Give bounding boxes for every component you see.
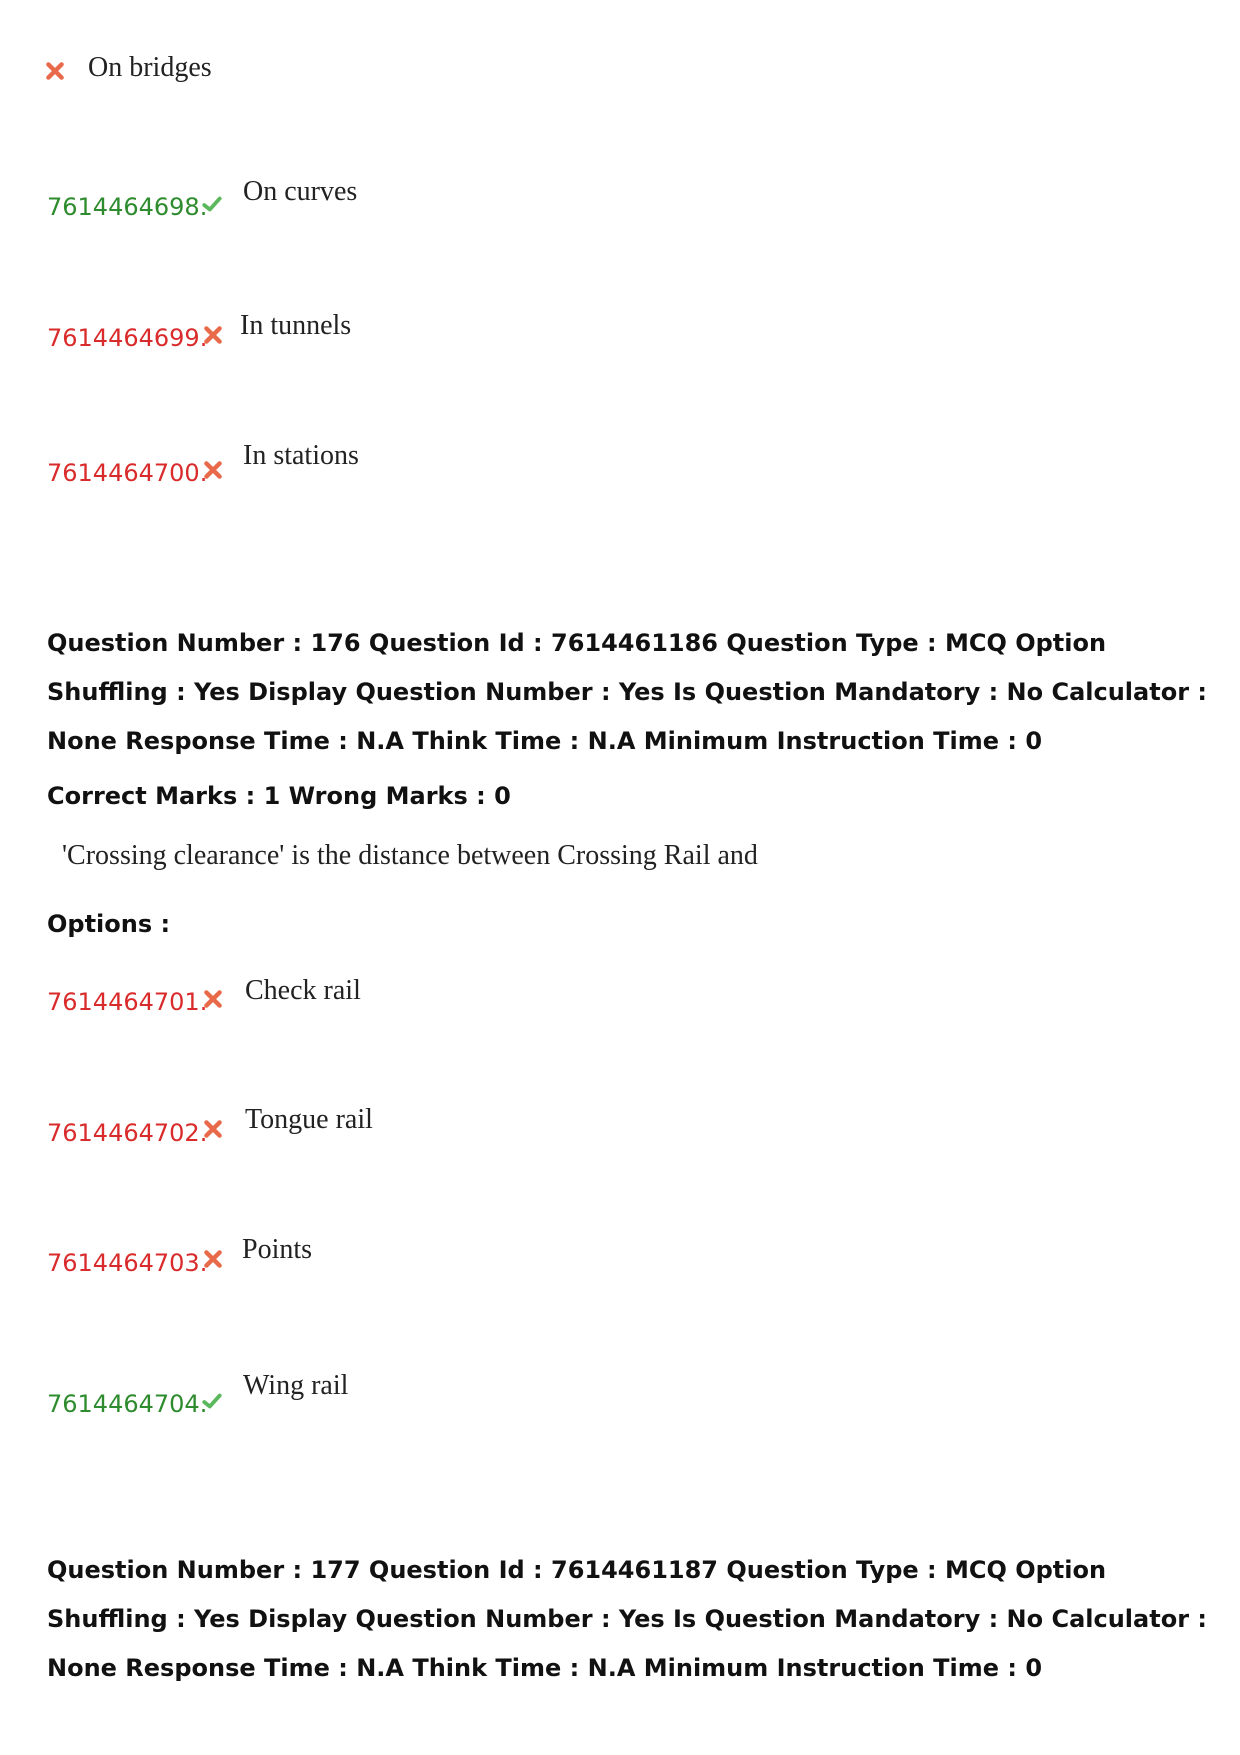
question-meta: Question Number : 176 Question Id : 7614461186 Question Type : MCQ Option Shuffling : Yes Display Question Number : Yes Is Question Mandatory : No Calculator : None Response Time : N.A Think Time : N.A Minimum Instruction Time : 0: [47, 629, 1207, 755]
cross-icon: [44, 60, 66, 82]
cross-icon: [202, 1248, 224, 1270]
option-text: In tunnels: [240, 310, 352, 341]
cross-icon: [202, 1118, 224, 1140]
option-text: On bridges: [88, 52, 212, 83]
option-id: 7614464701.: [47, 988, 208, 1016]
option-text: Wing rail: [243, 1370, 349, 1401]
option-id: 7614464698.: [47, 193, 208, 221]
question-meta: Question Number : 177 Question Id : 7614461187 Question Type : MCQ Option Shuffling : Yes Display Question Number : Yes Is Question Mandatory : No Calculator : None Response Time : N.A Think Time : N.A Minimum Instruction Time : 0: [47, 1556, 1207, 1682]
options-label: Options :: [47, 910, 171, 938]
option-id: 7614464699.: [47, 324, 208, 352]
option-id: 7614464702.: [47, 1119, 208, 1147]
check-icon: [201, 1390, 223, 1412]
option-text: Tongue rail: [245, 1104, 373, 1135]
option-id: 7614464704.: [47, 1390, 208, 1418]
option-id: 7614464700.: [47, 459, 208, 487]
option-text: Points: [242, 1234, 313, 1265]
option-text: On curves: [243, 176, 358, 207]
question-marks: Correct Marks : 1 Wrong Marks : 0: [47, 782, 511, 810]
option-text: In stations: [243, 440, 359, 471]
question-text: 'Crossing clearance' is the distance between Crossing Rail and: [62, 840, 758, 871]
check-icon: [201, 193, 223, 215]
option-id: 7614464703.: [47, 1249, 208, 1277]
cross-icon: [202, 459, 224, 481]
cross-icon: [202, 988, 224, 1010]
cross-icon: [202, 324, 224, 346]
option-text: Check rail: [245, 975, 361, 1006]
